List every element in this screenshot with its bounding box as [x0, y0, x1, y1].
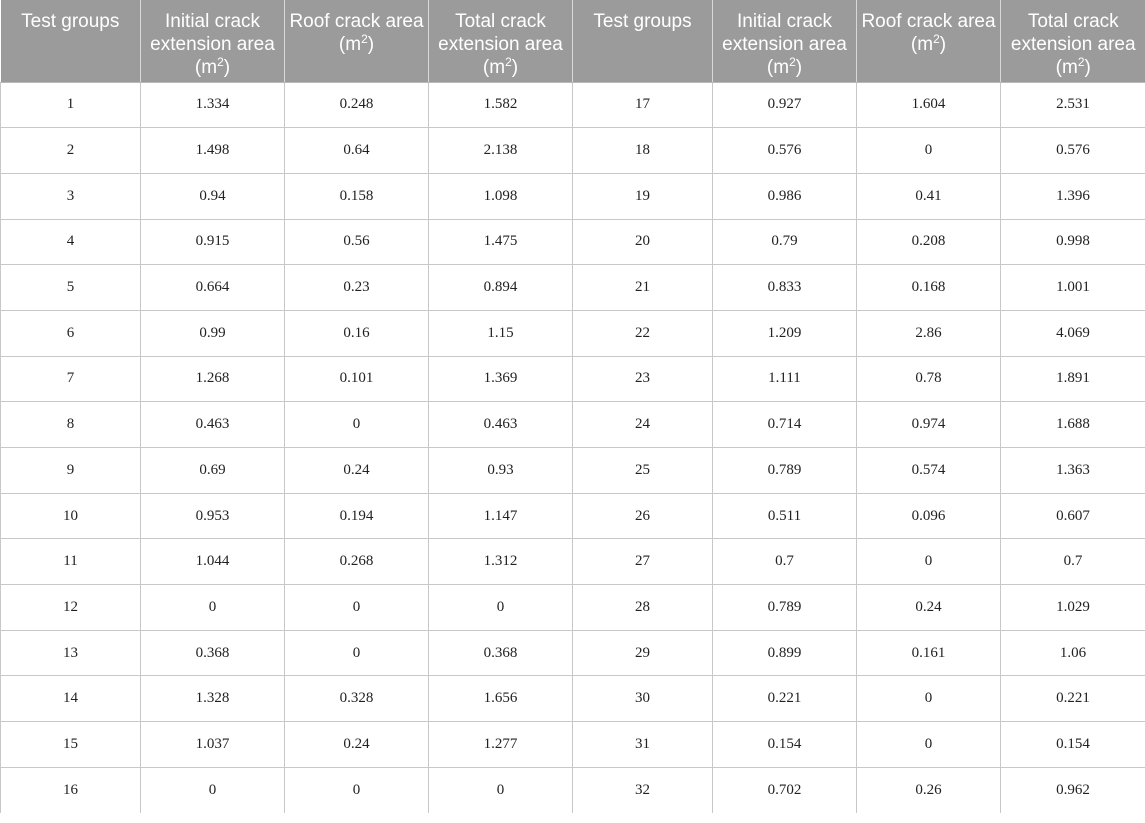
table-cell: 0.99 [141, 310, 285, 356]
unit-exponent: 2 [1077, 55, 1085, 69]
column-header-label: Test groups [21, 11, 120, 32]
table-cell: 1.369 [429, 356, 573, 402]
table-cell: 0.789 [713, 448, 857, 494]
table-cell: 0.23 [285, 265, 429, 311]
table-cell: 1.268 [141, 356, 285, 402]
table-cell: 15 [1, 722, 141, 768]
table-cell: 0 [857, 539, 1001, 585]
table-cell: 0.93 [429, 448, 573, 494]
table-cell: 2.138 [429, 128, 573, 174]
table-body [1, 82, 1145, 813]
column-header [573, 0, 713, 82]
table-cell: 0.576 [1001, 128, 1145, 174]
table-cell: 0 [285, 585, 429, 631]
table-cell: 17 [573, 82, 713, 128]
table-row [1, 722, 1145, 768]
table-row [1, 448, 1145, 494]
table-cell: 0.974 [857, 402, 1001, 448]
table-cell: 0.962 [1001, 767, 1145, 813]
table-row [1, 82, 1145, 128]
table-row [1, 539, 1145, 585]
table-cell: 0 [429, 767, 573, 813]
table-cell: 0.64 [285, 128, 429, 174]
table-cell: 1.688 [1001, 402, 1145, 448]
table-cell: 0 [857, 676, 1001, 722]
column-header [429, 0, 573, 82]
table-cell: 0.194 [285, 493, 429, 539]
table-cell: 14 [1, 676, 141, 722]
table-cell: 13 [1, 630, 141, 676]
table-cell: 1.363 [1001, 448, 1145, 494]
column-header [1, 0, 141, 82]
unit-exponent: 2 [789, 55, 796, 69]
table-cell: 1.111 [713, 356, 857, 402]
table-cell: 0.24 [285, 448, 429, 494]
table-cell: 28 [573, 585, 713, 631]
unit-close-paren: ) [1084, 57, 1091, 78]
table-cell: 0.511 [713, 493, 857, 539]
table-cell: 0.368 [141, 630, 285, 676]
table-row [1, 402, 1145, 448]
table-cell: 0.607 [1001, 493, 1145, 539]
column-header-label: Roof crack area (m [861, 11, 996, 55]
table-row [1, 585, 1145, 631]
unit-close-paren: ) [939, 34, 947, 55]
table-cell: 0.268 [285, 539, 429, 585]
column-header [1001, 0, 1145, 82]
table-cell: 2 [1, 128, 141, 174]
table-cell: 4.069 [1001, 310, 1145, 356]
table-row [1, 128, 1145, 174]
table-row [1, 310, 1145, 356]
table-cell: 0 [857, 722, 1001, 768]
column-header-label: Total crack extension area (m [438, 11, 563, 78]
table-cell: 31 [573, 722, 713, 768]
table-cell: 0.894 [429, 265, 573, 311]
table-cell: 0.328 [285, 676, 429, 722]
table-cell: 0 [285, 630, 429, 676]
table-cell: 0.927 [713, 82, 857, 128]
table-cell: 0.899 [713, 630, 857, 676]
table-cell: 1.06 [1001, 630, 1145, 676]
table-cell: 9 [1, 448, 141, 494]
table-cell: 18 [573, 128, 713, 174]
table-cell: 11 [1, 539, 141, 585]
table-cell: 19 [573, 173, 713, 219]
table-cell: 1 [1, 82, 141, 128]
table-cell: 1.891 [1001, 356, 1145, 402]
table-row [1, 767, 1145, 813]
table-cell: 21 [573, 265, 713, 311]
column-header [713, 0, 857, 82]
table-cell: 0.221 [1001, 676, 1145, 722]
table-cell: 0.702 [713, 767, 857, 813]
table-cell: 0.463 [141, 402, 285, 448]
table-row [1, 173, 1145, 219]
unit-close-paren: ) [223, 57, 231, 78]
table-cell: 0.161 [857, 630, 1001, 676]
table-cell: 32 [573, 767, 713, 813]
table-cell: 0.221 [713, 676, 857, 722]
table-cell: 0.714 [713, 402, 857, 448]
table-cell: 8 [1, 402, 141, 448]
column-header-label: Test groups [593, 11, 692, 32]
table-cell: 1.396 [1001, 173, 1145, 219]
table-cell: 1.037 [141, 722, 285, 768]
table-cell: 0 [141, 767, 285, 813]
table-cell: 24 [573, 402, 713, 448]
unit-close-paren: ) [795, 57, 803, 78]
unit-exponent: 2 [217, 55, 224, 69]
table-cell: 12 [1, 585, 141, 631]
table-cell: 0.664 [141, 265, 285, 311]
table-cell: 4 [1, 219, 141, 265]
table-cell: 0.7 [713, 539, 857, 585]
table-cell: 1.044 [141, 539, 285, 585]
table-cell: 0.998 [1001, 219, 1145, 265]
table-cell: 1.328 [141, 676, 285, 722]
table-row [1, 676, 1145, 722]
table-cell: 0.463 [429, 402, 573, 448]
table-row [1, 265, 1145, 311]
table-cell: 1.029 [1001, 585, 1145, 631]
table-cell: 22 [573, 310, 713, 356]
table-cell: 6 [1, 310, 141, 356]
table-row [1, 493, 1145, 539]
unit-exponent: 2 [933, 32, 940, 46]
table-cell: 0.368 [429, 630, 573, 676]
table-cell: 0.158 [285, 173, 429, 219]
table-cell: 0.168 [857, 265, 1001, 311]
table-cell: 1.147 [429, 493, 573, 539]
table-cell: 1.312 [429, 539, 573, 585]
table-header [1, 0, 1145, 82]
table-cell: 0.953 [141, 493, 285, 539]
table-cell: 23 [573, 356, 713, 402]
table-cell: 0.24 [857, 585, 1001, 631]
table-cell: 0.833 [713, 265, 857, 311]
table-cell: 2.86 [857, 310, 1001, 356]
table-cell: 2.531 [1001, 82, 1145, 128]
table-cell: 0.41 [857, 173, 1001, 219]
table-row [1, 356, 1145, 402]
column-header-label: Roof crack area (m [289, 11, 424, 55]
table-cell: 0.574 [857, 448, 1001, 494]
table-cell: 0.69 [141, 448, 285, 494]
table-cell: 0 [285, 402, 429, 448]
table-cell: 0.24 [285, 722, 429, 768]
table-cell: 0.986 [713, 173, 857, 219]
table-cell: 0.78 [857, 356, 1001, 402]
table-cell: 1.604 [857, 82, 1001, 128]
table-cell: 0.7 [1001, 539, 1145, 585]
table-cell: 0.096 [857, 493, 1001, 539]
column-header [141, 0, 285, 82]
table-cell: 1.15 [429, 310, 573, 356]
table-row [1, 630, 1145, 676]
table-cell: 0.79 [713, 219, 857, 265]
column-header [285, 0, 429, 82]
table-cell: 0 [857, 128, 1001, 174]
table-cell: 0 [141, 585, 285, 631]
unit-exponent: 2 [361, 32, 368, 46]
header-row [1, 0, 1145, 82]
column-header-label: Initial crack extension area (m [150, 11, 275, 78]
table-row [1, 219, 1145, 265]
table-cell: 3 [1, 173, 141, 219]
column-header-label: Initial crack extension area (m [722, 11, 847, 78]
table-cell: 0 [285, 767, 429, 813]
table-cell: 1.475 [429, 219, 573, 265]
table-cell: 16 [1, 767, 141, 813]
unit-close-paren: ) [511, 57, 519, 78]
table-cell: 25 [573, 448, 713, 494]
table-cell: 20 [573, 219, 713, 265]
table-cell: 30 [573, 676, 713, 722]
table-cell: 7 [1, 356, 141, 402]
table-cell: 0.576 [713, 128, 857, 174]
table-cell: 5 [1, 265, 141, 311]
table-cell: 1.209 [713, 310, 857, 356]
table-cell: 1.334 [141, 82, 285, 128]
table-cell: 0.26 [857, 767, 1001, 813]
table-cell: 0.101 [285, 356, 429, 402]
table-cell: 1.098 [429, 173, 573, 219]
table-cell: 0.208 [857, 219, 1001, 265]
table-cell: 0.16 [285, 310, 429, 356]
table-cell: 1.582 [429, 82, 573, 128]
table-cell: 10 [1, 493, 141, 539]
column-header-label: Total crack extension area (m [1010, 11, 1136, 78]
table-cell: 27 [573, 539, 713, 585]
table-cell: 29 [573, 630, 713, 676]
table-cell: 0.154 [713, 722, 857, 768]
table-cell: 1.001 [1001, 265, 1145, 311]
unit-close-paren: ) [367, 34, 375, 55]
table-cell: 0 [429, 585, 573, 631]
table-cell: 1.498 [141, 128, 285, 174]
table-cell: 1.277 [429, 722, 573, 768]
table-cell: 1.656 [429, 676, 573, 722]
table-cell: 0.94 [141, 173, 285, 219]
table-cell: 0.154 [1001, 722, 1145, 768]
table-cell: 0.915 [141, 219, 285, 265]
column-header [857, 0, 1001, 82]
table-cell: 26 [573, 493, 713, 539]
table-cell: 0.56 [285, 219, 429, 265]
table-cell: 0.789 [713, 585, 857, 631]
table-cell: 0.248 [285, 82, 429, 128]
unit-exponent: 2 [505, 55, 512, 69]
